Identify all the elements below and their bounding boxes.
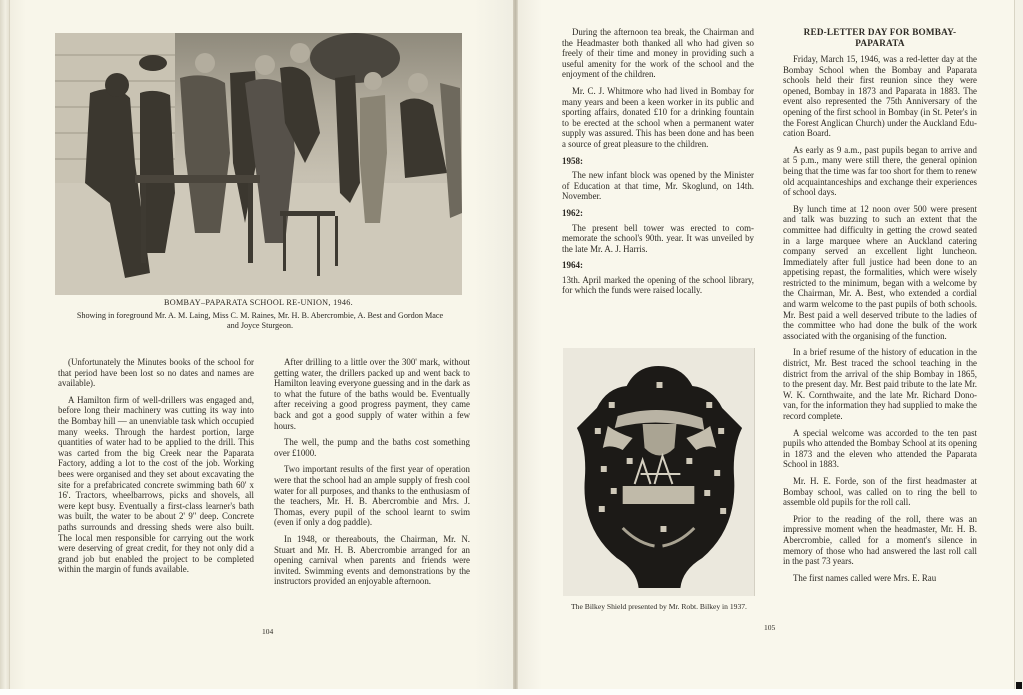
paragraph: Mr. H. E. Forde, son of the first headmaster at Bombay school, was called on to ring the bell to assemble old pupils for the roll call. xyxy=(783,475,977,508)
paragraph: The present bell tower was erected to commemorate the school's 90th. year. It was unveiled by the late Mr. A. J. Harris. xyxy=(562,222,754,254)
bilkey-shield-photo xyxy=(563,348,755,596)
reunion-photo-image xyxy=(55,33,462,295)
left-page-column-1 xyxy=(58,357,254,581)
paragraph: Friday, March 15, 1946, was a red-letter day at the Bombay School when the Bombay and Paparata schools held their first reunion since they were opened, Bombay in 1873 and Paparata in 1883. The event also represented the 75th Anniversary of the opening of the first school in Bombay (in St. Peter's in the Forest Anglican Church) under the Auckland Education Board. xyxy=(783,54,977,139)
reunion-photo xyxy=(55,33,462,295)
photo-caption-title: BOMBAY–PAPARATA SCHOOL RE-UNION, 1946. xyxy=(163,298,353,307)
page-number-left: 104 xyxy=(262,627,274,636)
year-heading: 1964: xyxy=(562,260,583,271)
right-page-column-2 xyxy=(783,27,977,589)
paragraph: A Hamilton firm of well-drillers was engaged and, before long their machinery was cutting its way into the Bombay hill — an unenviable task which occupied many weeks. Through the hardest portion, large quantities of water had to be applied to the drill. This was carted from the big Creek near the Paparata Factory, adding a lot to the cost of the job. Working bees were organised and they set about excavating the site for a prefabricated concrete swimming bath 60' x 16'. Tractors, wheelbarrows, picks and shovels, all were kept busy. Eventually a first-class learner's bath was built, the water to be about 2' 9" deep. Concrete paths surrounds and dressing sheds were also built. The local men responsible for carrying out the work were deserving of great credit, for they not only did a grand job but enabled the project to be completed within the margin of funds available. xyxy=(58,394,254,575)
left-page-column-2 xyxy=(274,357,470,593)
paragraph: Two important results of the first year of operation were that the school had an ample supply of fresh cool water for all purposes, and thanks to the enthusiasm of the teachers, Mr. H. B. Abercrombie and Mrs. J. Thomas, every pupil of the school learnt to swim (even if only a dog paddle). xyxy=(274,464,470,528)
paragraph: As early as 9 a.m., past pupils began to arrive and at 5 p.m., many were still there, the general opinion being that the time was far too short for them to renew old acquaintanceships and exchange their experiences of school days. xyxy=(783,144,977,198)
photo-caption-text: Showing in foreground Mr. A. M. Laing, Miss C. M. Raines, Mr. H. B. Abercrombie, A. Best and Gordon Mace and Joyce Sturgeon. xyxy=(76,311,444,330)
paragraph: The new infant block was opened by the Minister of Education at that time, Mr. Skoglund, on 14th. November. xyxy=(562,170,754,202)
paragraph: In 1948, or thereabouts, the Chairman, Mr. N. Stuart and Mr. H. B. Abercrombie arranged for an opening carnival when parents and friends were invited. Swimming events and demonstrations by the instructors provided an enjoyable afternoon. xyxy=(274,533,470,587)
year-heading: 1962: xyxy=(562,207,583,218)
paragraph: After drilling to a little over the 300' mark, without getting water, the drillers packed up and went back to Hamilton leaving everyone guessing and in the dark as to what the future of the baths would be. Eventually after receiving a good progress payment, they came back and got a good supply of water within a few hours. xyxy=(274,357,470,431)
scan-border xyxy=(0,689,1023,695)
paragraph: Prior to the reading of the roll, there was an impressive moment when the headmaster, Mr. H. B. Abercrombie, called for a moment's silence in memory of those who had answered the last roll call in the past 73 years. xyxy=(783,513,977,567)
book-spine xyxy=(513,0,518,695)
right-page-column-1 xyxy=(562,27,754,302)
paragraph: Mr. C. J. Whitmore who had lived in Bombay for many years and been a keen worker in its public and sporting affairs, donated £10 for a drinking fountain to be erected at the school when a permanent water supply was assured. This has been done and has been a source of great pleasure to the children. xyxy=(562,85,754,149)
shield-caption: The Bilkey Shield presented by Mr. Robt. Bilkey in 1937. xyxy=(571,602,747,611)
paragraph: (Unfortunately the Minutes books of the school for that period have been lost so no dates and names are available). xyxy=(58,357,254,389)
paragraph: The well, the pump and the baths cost something over £1000. xyxy=(274,437,470,458)
page-edge-left xyxy=(0,0,10,690)
article-headline: RED-LETTER DAY FOR BOMBAY-PAPARATA xyxy=(803,27,957,48)
paragraph: 13th. April marked the opening of the school library, for which the funds were raised locally. xyxy=(562,274,754,296)
paragraph: The first names called were Mrs. E. Rau xyxy=(793,572,937,583)
year-heading: 1958: xyxy=(562,155,583,166)
page-edge-right xyxy=(1014,0,1023,695)
paragraph: A special welcome was accorded to the ten past pupils who attended the Bombay School at its opening in 1873 and the eleven who attended the Paparata School in 1883. xyxy=(783,427,977,470)
paragraph: In a brief resume of the history of education in the district, Mr. Best traced the school teaching in the district from the arrival of the ship Bombay in 1865, to the present day. Mr. Best paid tribute to the late Mr. W. K. Cornthwaite, and the late Mr. Richard Donovan, for the information they had supplied to make the record complete. xyxy=(783,347,977,421)
paragraph: During the afternoon tea break, the Chairman and the Headmaster both thanked all who had given so freely of their time and money in providing such a useful amenity for the work of the school and the enjoyment of the children. xyxy=(562,27,754,80)
shield-image xyxy=(563,348,754,596)
page-number-right: 105 xyxy=(764,623,776,632)
paragraph: By lunch time at 12 noon over 500 were present and talk was buzzing to such an extent that the committee had difficulty in getting the crowd seated in a large marquee where an Auckland catering company served an excellent light luncheon. Immediately after full justice had been done to an appetising repast, the formalities, which were wisely restricted to the minimum, began with a welcome by the Chairman, Mr. A. Best, who extended a cordial and warm welcome to the past pupils of both schools. Mr. Best paid a well deserved tribute to the ladies of the committee who had done the bulk of the work associated with the organising of the function. xyxy=(783,203,977,341)
